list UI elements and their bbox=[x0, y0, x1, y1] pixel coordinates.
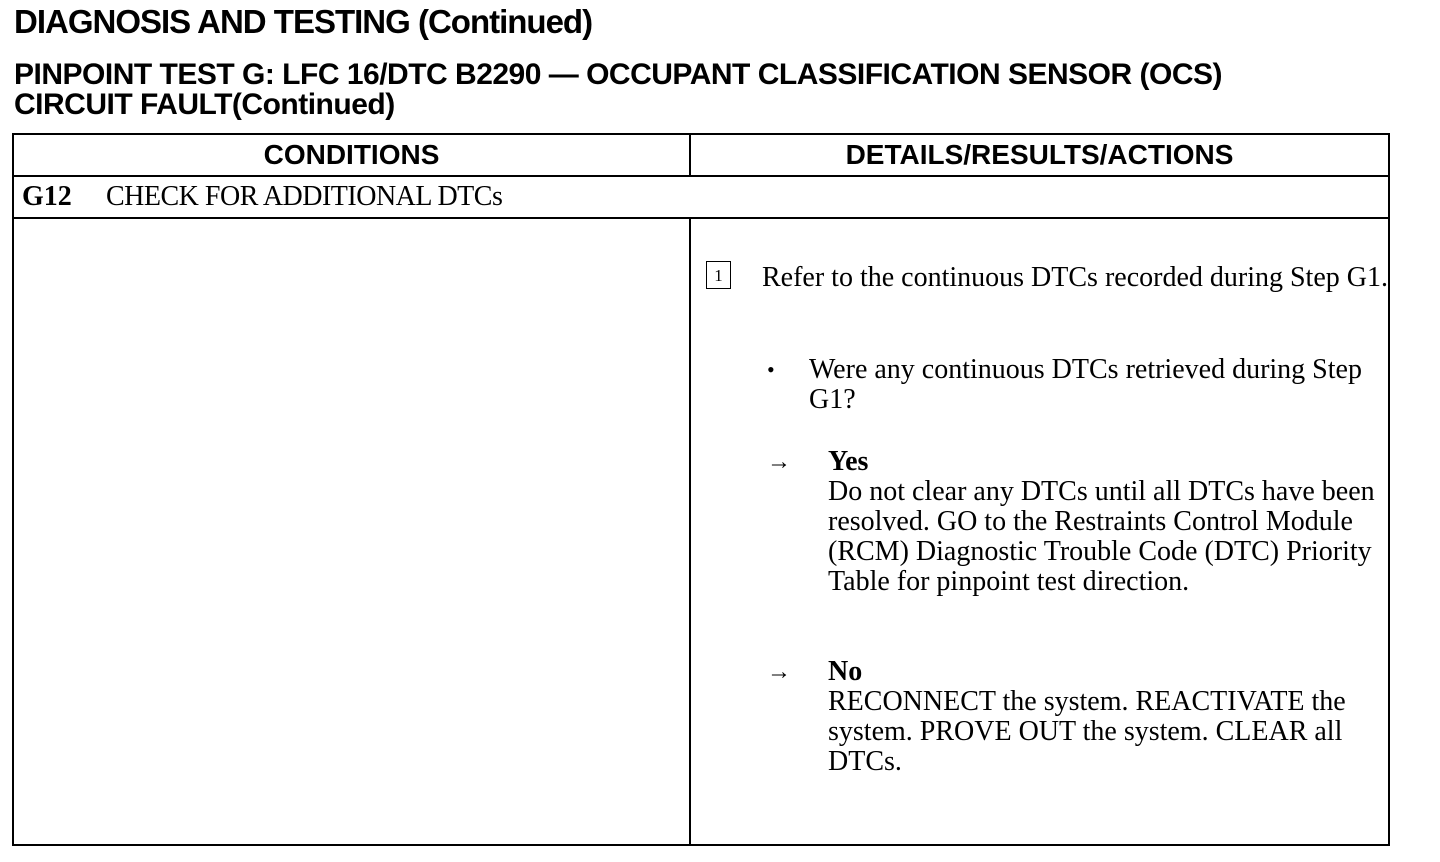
question-text: Were any continuous DTCs retrieved during Step G1? bbox=[809, 354, 1362, 415]
yes-text: Do not clear any DTCs until all DTCs have been resolved. GO to the Restraints Control Module (RCM) Diagnostic Trouble Code (DTC) Priority Table for pinpoint test direction. bbox=[828, 476, 1375, 597]
details-header: DETAILS/RESULTS/ACTIONS bbox=[691, 135, 1388, 177]
no-result bbox=[828, 657, 1368, 777]
pinpoint-test-title bbox=[14, 60, 1222, 120]
details-cell bbox=[691, 219, 1388, 844]
step-number-box: 1 bbox=[706, 261, 731, 289]
pinpoint-test-table bbox=[12, 133, 1390, 846]
no-text: RECONNECT the system. REACTIVATE the system. PROVE OUT the system. CLEAR all DTCs. bbox=[828, 686, 1346, 777]
test-title-line-2: CIRCUIT FAULT(Continued) bbox=[14, 88, 395, 121]
no-label: No bbox=[828, 656, 863, 687]
yes-label: Yes bbox=[828, 446, 869, 477]
step-id: G12 bbox=[22, 181, 72, 212]
conditions-header: CONDITIONS bbox=[14, 135, 691, 177]
yes-result bbox=[828, 447, 1388, 597]
step-row bbox=[14, 177, 1388, 219]
arrow-right-icon: → bbox=[767, 449, 791, 475]
page-title: DIAGNOSIS AND TESTING (Continued) bbox=[14, 3, 593, 40]
action-text: Refer to the continuous DTCs recorded during Step G1. bbox=[762, 262, 1388, 293]
arrow-right-icon: → bbox=[767, 659, 791, 685]
bullet-icon: • bbox=[767, 357, 775, 382]
test-title-line-1: PINPOINT TEST G: LFC 16/DTC B2290 — OCCUPANT CLASSIFICATION SENSOR (OCS) bbox=[14, 58, 1222, 91]
step-name: CHECK FOR ADDITIONAL DTCs bbox=[106, 181, 503, 212]
conditions-cell bbox=[14, 219, 691, 844]
